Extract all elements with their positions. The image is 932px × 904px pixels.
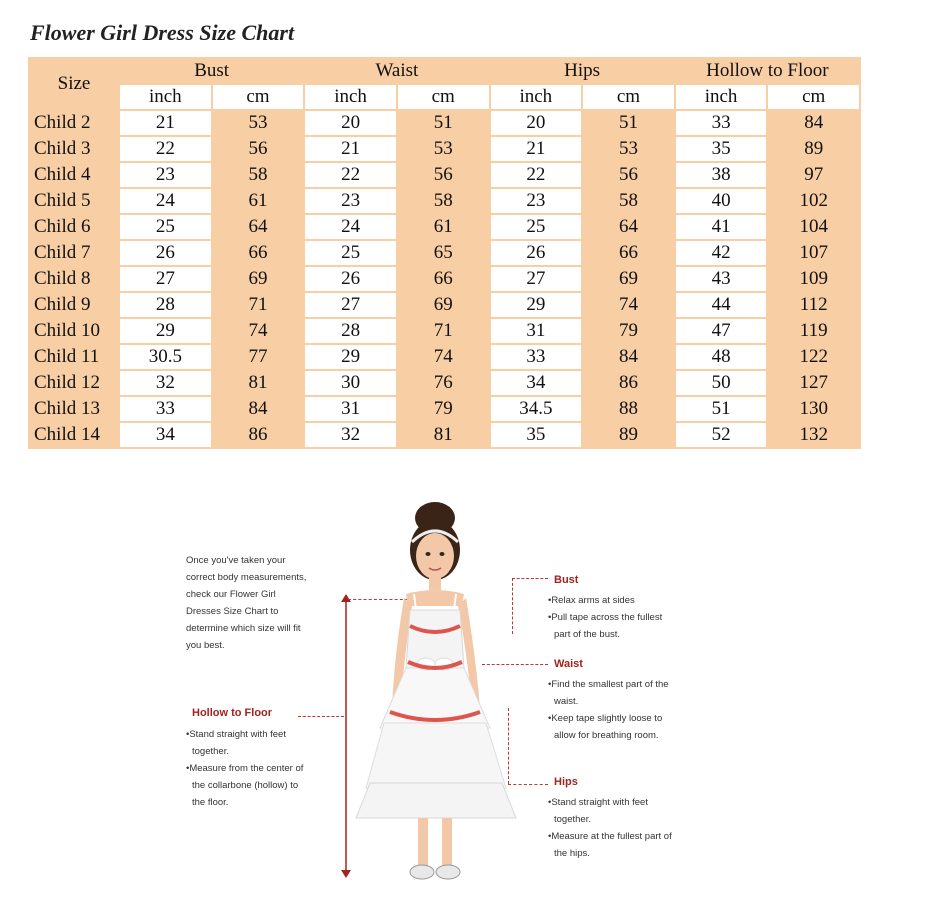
- table-cell: 112: [768, 293, 859, 317]
- table-cell: 27: [491, 267, 582, 291]
- table-cell: 34: [491, 371, 582, 395]
- size-header: Size: [57, 73, 91, 94]
- table-cell: 26: [491, 241, 582, 265]
- table-cell: 132: [768, 423, 859, 447]
- table-cell: 31: [305, 397, 396, 421]
- table-cell: 24: [120, 189, 211, 213]
- chart-title: Flower Girl Dress Size Chart: [30, 20, 295, 45]
- row-size-label: Child 4: [34, 164, 91, 185]
- row-size-label: Child 10: [34, 320, 100, 341]
- table-cell: 66: [583, 241, 674, 265]
- instruction-line: •Stand straight with feet: [548, 797, 648, 808]
- instruction-line: •Measure from the center of: [186, 763, 304, 774]
- table-cell: 84: [768, 111, 859, 135]
- table-cell: 74: [583, 293, 674, 317]
- table-cell: 33: [491, 345, 582, 369]
- unit-header: cm: [398, 85, 489, 109]
- unit-header: inch: [305, 85, 396, 109]
- table-cell: 122: [768, 345, 859, 369]
- table-row: [30, 293, 859, 317]
- table-row: [30, 267, 859, 291]
- row-size-label: Child 11: [34, 346, 100, 367]
- table-row: [30, 423, 859, 447]
- intro-text: [186, 552, 306, 654]
- table-cell: 77: [213, 345, 304, 369]
- table-cell: 66: [398, 267, 489, 291]
- table-cell: 71: [398, 319, 489, 343]
- table-cell: 109: [768, 267, 859, 291]
- hollow-leader-line: [298, 716, 344, 717]
- table-cell: 25: [120, 215, 211, 239]
- table-cell: 26: [305, 267, 396, 291]
- row-size-label: Child 2: [34, 112, 91, 133]
- instruction-line: •Measure at the fullest part of: [548, 831, 672, 842]
- table-cell: 64: [213, 215, 304, 239]
- table-cell: 27: [120, 267, 211, 291]
- intro-line: Once you've taken your: [186, 555, 286, 566]
- table-cell: 58: [398, 189, 489, 213]
- table-cell: 21: [305, 137, 396, 161]
- table-cell: 42: [676, 241, 767, 265]
- unit-header: cm: [213, 85, 304, 109]
- table-cell: 24: [305, 215, 396, 239]
- table-cell: 102: [768, 189, 859, 213]
- table-cell: 21: [120, 111, 211, 135]
- intro-line: correct body measurements,: [186, 572, 307, 583]
- instruction-line: •Keep tape slightly loose to: [548, 713, 663, 724]
- table-cell: 21: [491, 137, 582, 161]
- bust-heading: Bust: [554, 574, 579, 586]
- table-cell: 28: [305, 319, 396, 343]
- table-cell: 58: [213, 163, 304, 187]
- table-row: [30, 371, 859, 395]
- row-size-label: Child 7: [34, 242, 91, 263]
- table-cell: 107: [768, 241, 859, 265]
- table-cell: 66: [213, 241, 304, 265]
- table-cell: 104: [768, 215, 859, 239]
- table-cell: 86: [213, 423, 304, 447]
- table-cell: 51: [676, 397, 767, 421]
- table-cell: 61: [398, 215, 489, 239]
- table-cell: 81: [398, 423, 489, 447]
- hips-heading: Hips: [554, 776, 578, 788]
- table-cell: 25: [305, 241, 396, 265]
- table-cell: 33: [120, 397, 211, 421]
- table-cell: 29: [305, 345, 396, 369]
- unit-header: inch: [491, 85, 582, 109]
- table-cell: 58: [583, 189, 674, 213]
- table-cell: 22: [305, 163, 396, 187]
- table-cell: 71: [213, 293, 304, 317]
- table-cell: 52: [676, 423, 767, 447]
- table-cell: 86: [583, 371, 674, 395]
- instruction-line: •Relax arms at sides: [548, 595, 635, 606]
- intro-line: check our Flower Girl: [186, 589, 276, 600]
- table-cell: 35: [491, 423, 582, 447]
- table-cell: 25: [491, 215, 582, 239]
- table-cell: 53: [398, 137, 489, 161]
- table-cell: 23: [305, 189, 396, 213]
- table-cell: 34: [120, 423, 211, 447]
- table-cell: 43: [676, 267, 767, 291]
- table-row: [30, 345, 859, 369]
- row-size-label: Child 6: [34, 216, 91, 237]
- hollow-instructions: [186, 726, 303, 811]
- table-cell: 69: [583, 267, 674, 291]
- row-size-label: Child 9: [34, 294, 91, 315]
- table-cell: 30.5: [120, 345, 211, 369]
- table-row: [30, 111, 859, 135]
- waist-heading: Waist: [554, 658, 583, 670]
- intro-line: Dresses Size Chart to: [186, 606, 279, 617]
- table-cell: 53: [583, 137, 674, 161]
- row-size-label: Child 14: [34, 424, 100, 445]
- table-row: [30, 189, 859, 213]
- unit-header: cm: [768, 85, 859, 109]
- table-cell: 119: [768, 319, 859, 343]
- table-cell: 79: [398, 397, 489, 421]
- table-cell: 29: [120, 319, 211, 343]
- table-cell: 20: [305, 111, 396, 135]
- unit-header: inch: [120, 85, 211, 109]
- table-cell: 47: [676, 319, 767, 343]
- intro-line: you best.: [186, 640, 225, 651]
- table-row: [30, 215, 859, 239]
- table-cell: 88: [583, 397, 674, 421]
- hollow-to-floor-heading: Hollow to Floor: [192, 707, 273, 719]
- table-row: [30, 397, 859, 421]
- row-size-label: Child 8: [34, 268, 91, 289]
- table-cell: 97: [768, 163, 859, 187]
- table-cell: 130: [768, 397, 859, 421]
- table-row: [30, 163, 859, 187]
- table-cell: 53: [213, 111, 304, 135]
- instruction-line: waist.: [554, 696, 579, 707]
- table-cell: 89: [768, 137, 859, 161]
- table-cell: 22: [491, 163, 582, 187]
- table-cell: 69: [398, 293, 489, 317]
- instruction-line: together.: [192, 746, 229, 757]
- table-cell: 29: [491, 293, 582, 317]
- row-size-label: Child 5: [34, 190, 91, 211]
- table-cell: 40: [676, 189, 767, 213]
- table-cell: 64: [583, 215, 674, 239]
- table-row: [30, 241, 859, 265]
- size-table: [28, 57, 861, 449]
- table-cell: 76: [398, 371, 489, 395]
- group-header-hollow-to-floor: Hollow to Floor: [706, 60, 829, 81]
- instruction-line: together.: [554, 814, 591, 825]
- instruction-line: the collarbone (hollow) to: [192, 780, 299, 791]
- table-cell: 32: [305, 423, 396, 447]
- waist-instructions: [548, 676, 669, 744]
- table-cell: 34.5: [491, 397, 582, 421]
- row-size-label: Child 12: [34, 372, 100, 393]
- table-cell: 20: [491, 111, 582, 135]
- bust-instructions: [548, 592, 662, 643]
- table-cell: 30: [305, 371, 396, 395]
- table-cell: 56: [213, 137, 304, 161]
- table-cell: 74: [213, 319, 304, 343]
- table-cell: 50: [676, 371, 767, 395]
- instruction-line: the hips.: [554, 848, 590, 859]
- table-cell: 56: [583, 163, 674, 187]
- instruction-line: •Stand straight with feet: [186, 729, 286, 740]
- table-cell: 26: [120, 241, 211, 265]
- instruction-line: part of the bust.: [554, 629, 621, 640]
- unit-header: cm: [583, 85, 674, 109]
- group-header-row: [30, 59, 859, 83]
- instruction-line: allow for breathing room.: [554, 730, 659, 741]
- table-cell: 32: [120, 371, 211, 395]
- instruction-line: the floor.: [192, 797, 229, 808]
- group-header-bust: Bust: [194, 60, 230, 81]
- table-cell: 79: [583, 319, 674, 343]
- table-cell: 28: [120, 293, 211, 317]
- girl-in-dress-illustration: [340, 498, 526, 894]
- table-cell: 33: [676, 111, 767, 135]
- table-row: [30, 137, 859, 161]
- table-cell: 74: [398, 345, 489, 369]
- row-size-label: Child 3: [34, 138, 91, 159]
- table-cell: 65: [398, 241, 489, 265]
- intro-line: determine which size will fit: [186, 623, 301, 634]
- unit-header: inch: [676, 85, 767, 109]
- table-cell: 27: [305, 293, 396, 317]
- table-cell: 51: [398, 111, 489, 135]
- instruction-line: •Find the smallest part of the: [548, 679, 669, 690]
- table-cell: 127: [768, 371, 859, 395]
- table-cell: 41: [676, 215, 767, 239]
- row-size-label: Child 13: [34, 398, 100, 419]
- table-cell: 89: [583, 423, 674, 447]
- size-table-body: [30, 111, 859, 447]
- group-header-hips: Hips: [564, 60, 601, 81]
- table-cell: 61: [213, 189, 304, 213]
- table-row: [30, 319, 859, 343]
- table-cell: 35: [676, 137, 767, 161]
- table-cell: 69: [213, 267, 304, 291]
- table-cell: 56: [398, 163, 489, 187]
- hips-instructions: [548, 794, 672, 862]
- table-cell: 48: [676, 345, 767, 369]
- unit-header-row: [30, 85, 859, 109]
- table-cell: 23: [120, 163, 211, 187]
- instruction-line: •Pull tape across the fullest: [548, 612, 663, 623]
- table-cell: 31: [491, 319, 582, 343]
- table-cell: 44: [676, 293, 767, 317]
- table-cell: 23: [491, 189, 582, 213]
- group-header-waist: Waist: [375, 60, 419, 81]
- table-cell: 51: [583, 111, 674, 135]
- table-cell: 84: [583, 345, 674, 369]
- table-cell: 84: [213, 397, 304, 421]
- table-cell: 38: [676, 163, 767, 187]
- table-cell: 22: [120, 137, 211, 161]
- table-cell: 81: [213, 371, 304, 395]
